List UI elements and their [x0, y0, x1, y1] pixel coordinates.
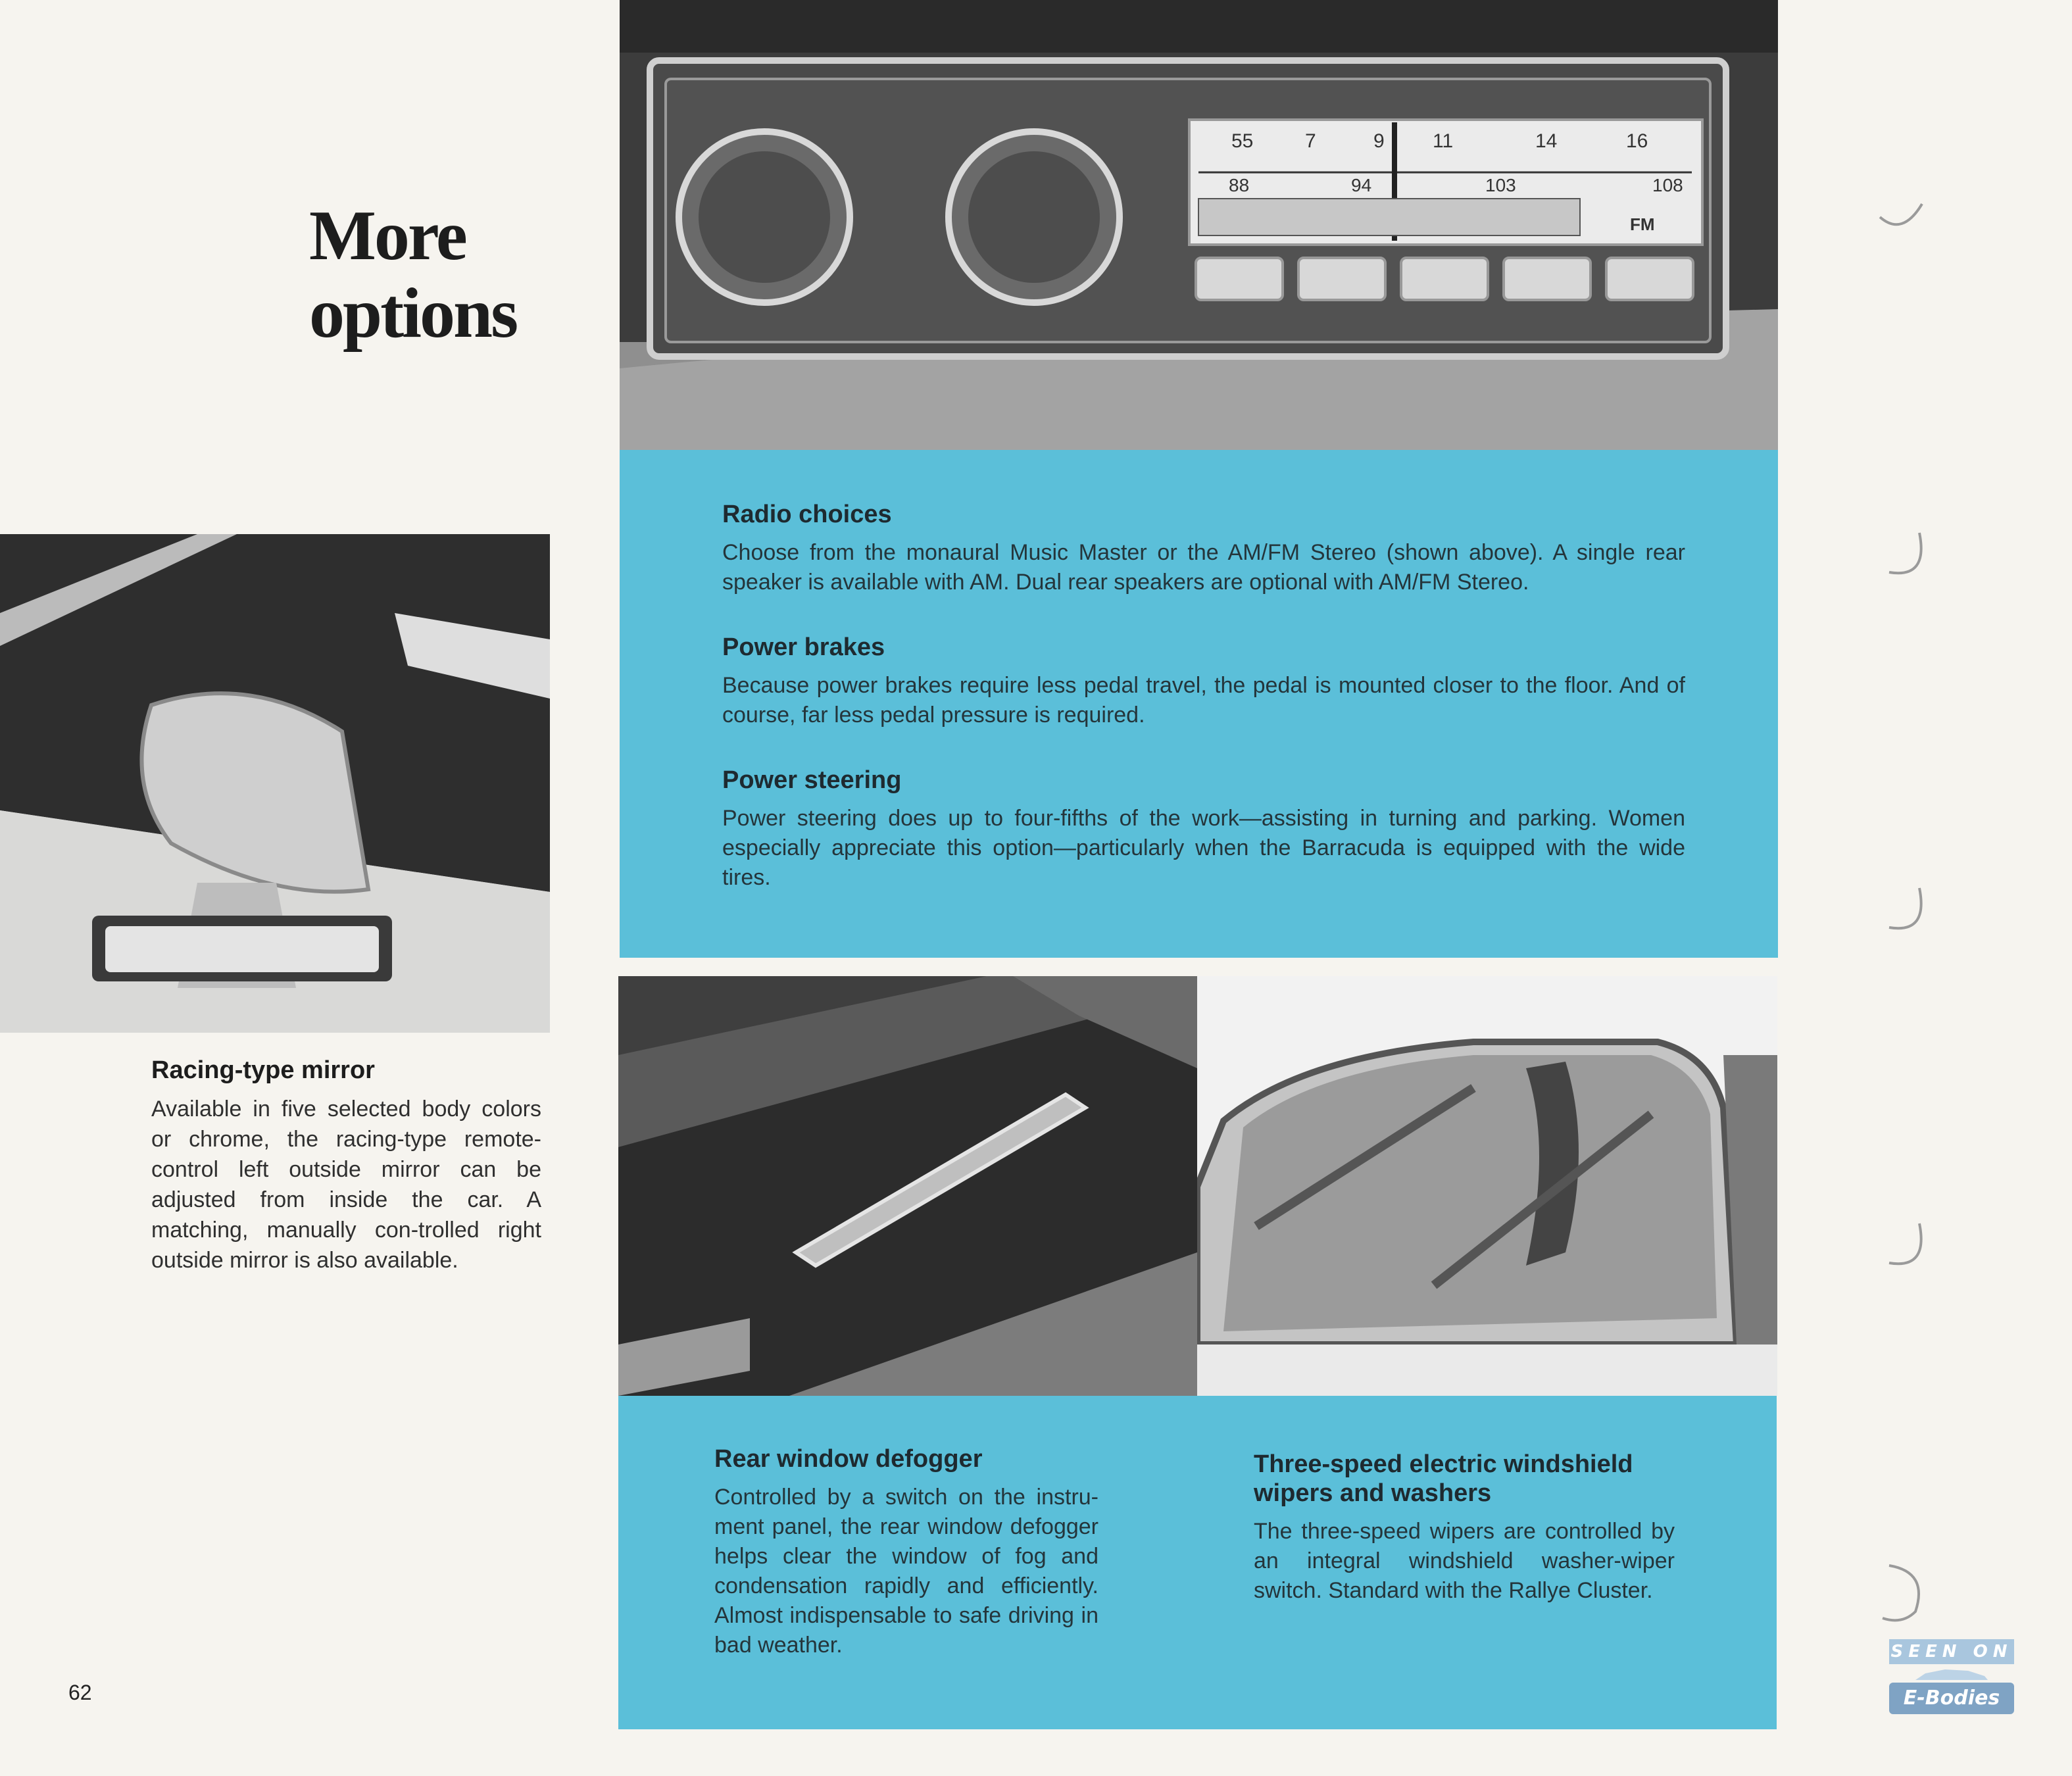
- radio-heading: Radio choices: [722, 501, 892, 528]
- dial-number: 9: [1373, 130, 1385, 152]
- binder-hole: [1876, 1559, 1930, 1631]
- mirror-heading: Racing-type mirror: [151, 1056, 375, 1084]
- dial-number: 55: [1231, 130, 1254, 152]
- binder-hole: [1876, 178, 1930, 250]
- dial-number: 14: [1535, 130, 1558, 152]
- mirror-body: Available in five selected body colors or chrome, the racing-type remote-control left outside mirror can be adjusted from inside the car. A matching, manually con-trolled right outside mirror is also available.: [151, 1097, 541, 1273]
- wipers-heading-line2: wipers and washers: [1254, 1479, 1492, 1507]
- binder-hole: [1876, 1210, 1930, 1283]
- dial-number: 16: [1626, 130, 1648, 152]
- defogger-heading: Rear window defogger: [714, 1445, 983, 1473]
- binder-hole: [1876, 520, 1930, 592]
- mirror-section: [151, 1056, 541, 1275]
- watermark-top-text: SEEN ON: [1889, 1639, 2014, 1664]
- steering-heading: Power steering: [722, 766, 902, 794]
- dial-number: 88: [1229, 175, 1250, 195]
- dial-number: 11: [1433, 130, 1454, 152]
- wipers-section: [1254, 1450, 1675, 1606]
- steering-body: Power steering does up to four-fifths of the work—assisting in turning and parking. Women especially appreciate this option—particularly when the Barracuda is equipped with the wide tires.: [722, 806, 1685, 890]
- brakes-heading: Power brakes: [722, 633, 885, 661]
- band-label: FM: [1630, 214, 1655, 234]
- dial-number: 7: [1305, 130, 1316, 152]
- seen-on-ebodies-watermark: [1889, 1639, 2014, 1715]
- defogger-section: [714, 1444, 1098, 1660]
- radio-photo: [620, 0, 1778, 450]
- brakes-section: [722, 633, 1685, 730]
- page-title-line2: options: [309, 274, 517, 353]
- radio-section: [722, 500, 1685, 597]
- page-title: [309, 197, 592, 353]
- wiper-photo: [1197, 976, 1777, 1396]
- binder-hole: [1876, 875, 1930, 947]
- dial-number: 94: [1351, 175, 1372, 195]
- dial-number: 108: [1652, 175, 1683, 195]
- watermark-bottom-text: E-Bodies: [1889, 1683, 2014, 1714]
- radio-body: Choose from the monaural Music Master or the AM/FM Stereo (shown above). A single rear speaker is available with AM. Dual rear speakers are optional with AM/FM Stereo.: [722, 540, 1685, 595]
- steering-section: [722, 766, 1685, 893]
- brakes-body: Because power brakes require less pedal travel, the pedal is mounted closer to the floor. And of course, far less pedal pressure is required.: [722, 673, 1685, 728]
- wipers-heading-line1: Three-speed electric windshield: [1254, 1450, 1633, 1478]
- dial-number: 103: [1485, 175, 1516, 195]
- car-silhouette-icon: [1912, 1665, 1991, 1683]
- wipers-heading: [1254, 1450, 1675, 1508]
- radio-brakes-steering-panel: [620, 450, 1778, 958]
- defogger-wipers-panel: [618, 1396, 1777, 1729]
- wipers-body: The three-speed wipers are controlled by an integral windshield washer-wiper switch. Standard with the Rallye Cluster.: [1254, 1519, 1675, 1603]
- page-number: 62: [68, 1681, 92, 1704]
- defogger-body: Controlled by a switch on the instru-ment panel, the rear window defogger helps clear the window of fog and condensation rapidly and efficiently. Almost indispensable to safe driving in bad weather.: [714, 1485, 1098, 1658]
- mirror-photo: [0, 534, 550, 1033]
- page-title-line1: More: [309, 197, 466, 275]
- defogger-photo: [618, 976, 1197, 1396]
